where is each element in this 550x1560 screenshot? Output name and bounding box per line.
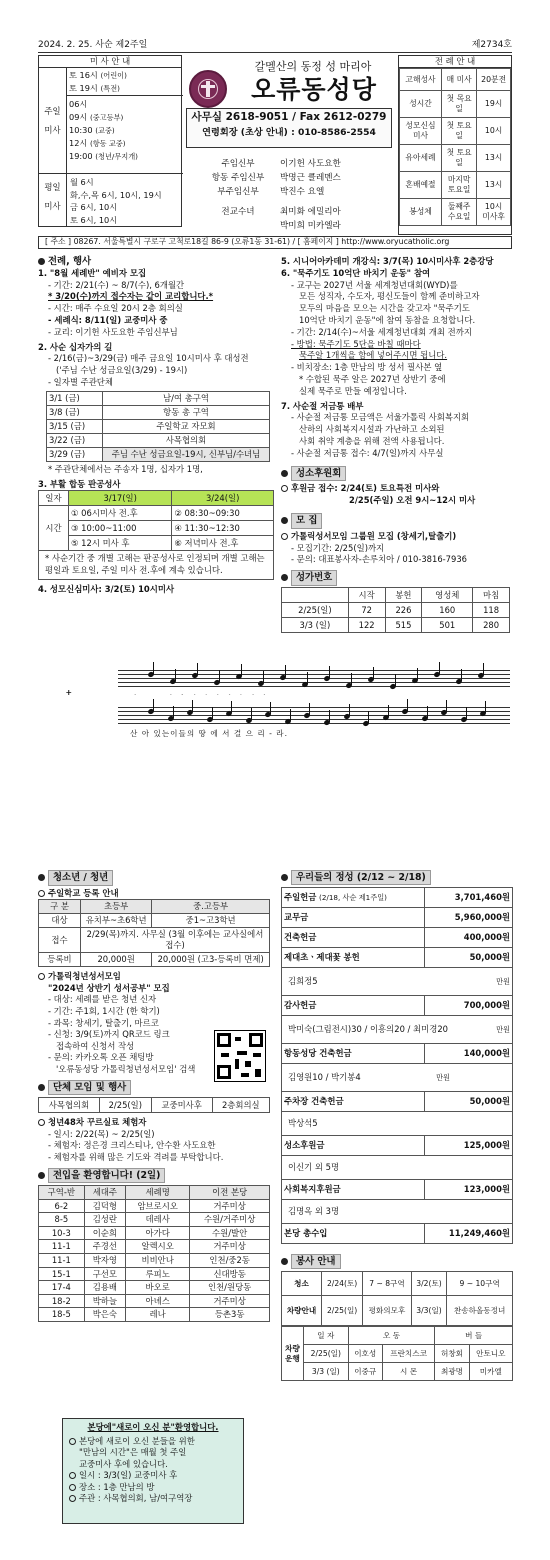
music-note-stem: [461, 669, 462, 681]
parish-logo: [189, 70, 227, 108]
driving-table: 차량운행 일 자 오 동 버 들 2/25(일) 이호성 프란치스코 허창회 안토니오 3/3 (일) 이중규 시 몬 최광명 미카엘: [281, 1326, 513, 1381]
item-confession: 3. 부활 합동 판공성사: [38, 478, 121, 489]
section-welcome: 전입을 환영합니다! (2일): [48, 1168, 165, 1184]
music-note-stem: [212, 707, 213, 719]
offerings-table: 주일헌금 (2/18, 사순 제1주일) 3,701,460원 교무금 5,960,000원 건축헌금 400,000원 제대초ㆍ제대꽃 봉헌 50,000원 김희정5 만원 감사헌금 700,000원 박미숙(그림전시)30 / 이흥의20 / 최미경20 만원 항동성당 건축헌금 140,000원 김영원10 / 박기봉4 만원 주차장 건축헌금 50,000원 박상석5 성소후원금 125,000원 이신기 외 5명 사회복지후원금 123,000원 김명옥 외 3명 본당 총수입 11,249,460원: [281, 887, 513, 1244]
music-note-stem: [388, 705, 389, 717]
rite-guide: 전 례 안 내 고해성사 매 미사 20분전 성시간 첫 목요일 19시 성모신심미사 첫 토요일 10시 유아세례 첫 토요일 13시 혼배예절 마지막 토요일 13시 봉성체 둘째주 수요일 10시 미사후: [398, 55, 512, 235]
youth-section: 청소년 / 청년 주일학교 등록 안내 구 분 초등부 중.고등부 대상 유치부~초6학년 중1~고3학년 접수 2/29(목)까지. 사무실 (3월 이후에는 교사실에서 접수) 등록비 20,000원 20,000원 (고3-등록비 면제) 가톨릭청년성서모임 "2024년 상반기 성서공부" 모집 - 대상: 세례를 받은 청년 신자 - 기간: 주1회, 1시간 (한 학기) - 과목: 창세기, 탈출기, 마르코 - 신청: 3/9(토)까지 QR코드 링크 접속하여 신청서 작성 - 문의: 카카오톡 오픈 채팅방 '오류동성당 가톨릭청년성서모임' 검색 단체 모임 및 행사 사목협의회 2/25(일) 교중미사후 2층회의실 청년48차 꾸르실료 체험자 - 일시: 2/22(목) ~ 2/25(일) - 체험자: 정은경 크리스티나, 안수환 사도요한 - 체험자를 위해 많은 기도와 격려를 부탁합니다. 전입을 환영합니다! (2일) 구역-반 세대주 세례명 이전 본당 6-2 김덕형 암브로시오 거주미상 8-5 김성란 데레사 수원/거주미상 10-3 이순희 아가다 수원/발안 11-1 주경선 알렉시오 거주미상 11-1 박자영 비비안나 인천/중2동 15-1 구선모 루피노 신대방동 17-4 김용배 바오로 인천/원당동 18-2 박하늘 아녜스 거주미상 18-5 박은숙 레나 등촌3동: [38, 870, 274, 1322]
item-lent-bank: 7. 사순절 저금통 배부: [281, 400, 364, 411]
issue-header: [38, 40, 512, 53]
music-note-stem: [368, 711, 369, 723]
sun-1030: 10:30 (교중): [69, 125, 115, 135]
sun-09: 09시 (중고등부): [69, 112, 124, 122]
clergy-list: 주임신부 이기헌 사도요한 항동 주임신부 박명근 클레멘스 부주임신부 박진수 요엘 전교수녀 최미화 에밀리아 박미희 미카엘라: [211, 159, 341, 231]
mass-schedule: 미 사 안 내 주일 미사 토 16시 (어린이) 토 19시 (특전) 06시 09시 (중고등부) 10:30 (교중) 12시 (항동 교중) 19:00 (청년/무지개) 평일 미사 월 6시 화,수,목 6시, 10시, 19시 금 6시, 10시 토 6시, 10시: [38, 55, 182, 227]
music-note-stem: [427, 706, 428, 718]
sun-12: 12시 (항동 교중): [69, 138, 126, 148]
item-marian-mass: 4. 성모신심미사: 3/2(토) 10시미사: [38, 583, 175, 594]
qr-code[interactable]: [214, 1030, 266, 1082]
service-table: 청소 2/24(토) 7 ~ 8구역 3/2(토) 9 ~ 10구역 차량안내 2/25(일) 평화의모후 3/3(일) 찬송하올동정녀: [281, 1271, 513, 1326]
item-baptism-class: 1. "8월 세례반" 예비자 모집: [38, 267, 147, 278]
section-service: 봉사 안내: [291, 1254, 341, 1269]
page-gap: [0, 695, 550, 858]
issue-number: 제2734호: [471, 40, 512, 50]
item-senior-academy: 5. 시니어아카데미 개강식: 3/7(목) 10시미사후 2층강당: [281, 256, 494, 266]
liturgy-events: 전례, 행사 1. "8월 세례반" 예비자 모집 - 기간: 2/21(수) ~ 8/7(수), 6개월간 * 3/20(수)까지 접수자는 같이 교리합니다.* - 시간: 매주 수요일 20시 2층 회의실 - 세례식: 8/11(일) 교중미사 중 - 교리: 이기헌 사도요한 주임신부님 2. 사순 십자가의 길 - 2/16(금)~3/29(금) 매주 금요일 10시미사 후 대성전 ('주님 수난 성금요일(3/29) - 19시) - 일자별 주관단체 3/1 (금) 남/여 총구역 3/8 (금) 항동 총 구역 3/15 (금) 주일학교 자모회 3/22 (금) 사목협의회 3/29 (금) 주님 수난 성금요일-19시, 신부님/수녀님 * 주관단체에서는 주송자 1명, 십자가 1명, 3. 부활 합동 판공성사 일자 3/17(일) 3/24(일) 시간 ① 06시미사 전.후 ② 08:30~09:30 ③ 10:00~11:00 ④ 11:30~12:30 ⑤ 12시 미사 후 ⑥ 저녁미사 전.후 * 사순기간 중 개별 고해는 판공성사로 인정되며 개별 고해는 평일과 토요일, 주일 미사 전.후에 계속 있습니다. 4. 성모신심미사: 3/2(토) 10시미사: [38, 256, 274, 596]
music-note-stem: [351, 673, 352, 685]
sat-19: 토 19시 (특전): [69, 83, 120, 93]
mass-label: 미사: [44, 125, 61, 136]
music-note-stem: [407, 699, 408, 711]
weekday-sat: 토 6시, 10시: [70, 214, 118, 225]
music-note-stem: [329, 666, 330, 678]
music-note-stem: [395, 674, 396, 686]
music-note-stem: [197, 663, 198, 675]
music-staff-1: [118, 670, 510, 696]
bulletin-page-2: [0, 858, 550, 1560]
hymn-table: 시작 봉헌 영성체 마침 2/25(일) 72 226 160 118 3/3 (일) 122 515 501 280: [281, 587, 510, 633]
music-note-stem: [263, 671, 264, 683]
group-meeting-table: 사목협의회 2/25(일) 교중미사후 2층회의실: [38, 1097, 270, 1113]
lyric-line-2: 산 아 있는이들의 땅 에 서 걸 으 리 - 라.: [130, 729, 288, 738]
music-note-stem: [329, 710, 330, 722]
music-note-stem: [153, 699, 154, 711]
music-note-stem: [175, 669, 176, 681]
music-note-stem: [173, 706, 174, 718]
section-youth: 청소년 / 청년: [48, 870, 113, 886]
section-offerings: 우리들의 정성 (2/12 ~ 2/18): [291, 870, 431, 885]
section-liturgy-events: 전례, 행사: [48, 256, 92, 267]
weekday-fri: 금 6시, 10시: [70, 202, 118, 212]
parish-motto: 갈멜산의 동정 성 마리아: [254, 60, 372, 73]
music-note-stem: [192, 700, 193, 712]
music-note-stem: [483, 663, 484, 675]
item-rosary: 6. "묵주기도 10억단 바치기 운동" 참여: [281, 267, 431, 278]
weekday-mon: 월 6시: [70, 177, 94, 187]
music-note-stem: [285, 665, 286, 677]
parish-contact-box: [186, 108, 392, 148]
welcome-notice-box: 본당에"새로이 오신 분"환영합니다. 본당에 새로이 오신 분들을 위한 "만남의 시간"은 매월 첫 주일 교중미사 후에 있습니다. 일시 : 3/3(일) 교중미사 후 장소 : 1층 만남의 방 주관 : 사목협의회, 남/여구역장: [62, 1418, 244, 1524]
music-note-stem: [439, 662, 440, 674]
sun-19: 19:00 (청년/무지개): [69, 151, 138, 161]
issue-date: 2024. 2. 25. 사순 제2주일: [38, 40, 148, 50]
weekday-tue: 화,수,목 6시, 10시, 19시: [70, 189, 162, 200]
funeral-contact: 연령회장 (초상 안내) : 010-8586-2554: [202, 126, 376, 138]
music-note-stem: [219, 670, 220, 682]
address-bar: [ 주소 ] 08267. 서울특별시 구로구 고척로18길 86-9 (오류1동 31-61) / [ 홈페이지 ] http://www.oryucatholic.org: [38, 236, 512, 249]
music-note-stem: [485, 701, 486, 713]
music-note-stem: [251, 708, 252, 720]
sun-06: 06시: [69, 99, 88, 109]
music-note-stem: [417, 668, 418, 680]
section-vocation: 성소후원회: [291, 466, 346, 482]
music-note-stem: [446, 700, 447, 712]
music-note-stem: [241, 664, 242, 676]
music-note-stem: [231, 701, 232, 713]
section-groups: 단체 모임 및 행사: [48, 1080, 131, 1096]
music-note-stem: [307, 672, 308, 684]
music-note-stem: [290, 709, 291, 721]
confession-note: * 사순기간 중 개별 고해는 판공성사로 인정되며 개별 고해는 평일과 토요일, 주일 미사 전.후에 계속 있습니다.: [38, 551, 274, 580]
music-note-stem: [373, 667, 374, 679]
sunday-school-table: 구 분 초등부 중.고등부 대상 유치부~초6학년 중1~고3학년 접수 2/29(목)까지. 사무실 (3월 이후에는 교사실에서 접수) 등록비 20,000원 20,000원 (고3-등록비 면제): [38, 899, 270, 967]
section-recruit: 모 집: [291, 513, 322, 529]
music-note-stem: [349, 704, 350, 716]
weekday-label: 평일: [44, 182, 61, 192]
music-note-stem: [309, 703, 310, 715]
music-note-stem: [153, 662, 154, 674]
sunday-label: 주일: [44, 106, 61, 116]
music-note-stem: [270, 702, 271, 714]
rite-guide-title: 전 례 안 내: [399, 56, 511, 68]
sat-16: 토 16시 (어린이): [69, 70, 127, 80]
notices-right: 5. 시니어아카데미 개강식: 3/7(목) 10시미사후 2층강당 6. "묵주기도 10억단 바치기 운동" 참여 - 교구는 2027년 서울 세계청년대회(WYD)를 모든 성직자, 수도자, 평신도들이 함께 준비하고자 모두의 마음을 모으는 시간을 갖고자 "묵주기도 10억단 바치기 운동"에 참여 동참을 요청합니다. - 기간: 2/14(수)~서울 세계청년대회 개최 전까지 - 방법: 묵주기도 5단을 바칠 때마다 묵주알 1개씩을 함에 넣어주시면 됩니다. - 비치장소: 1층 만남의 방 성서 필사본 옆 * 수합된 묵주 알은 2027년 상반기 중에 실제 묵주로 만들 예정입니다. 7. 사순절 저금통 배부 - 사순절 저금통 모금액은 서울가톨릭 사회복지회 산하의 사회복지시설과 가난하고 소외된 사회 취약 계층을 위해 전액 사용됩니다. - 사순절 저금통 접수: 4/7(일)까지 사무실 성소후원회 후원금 접수: 2/24(토) 토요특전 미사와 2/25(주일) 오전 9시~12시 미사 모 집 가톨릭성서모임 그룹원 모집 (창세기,탈출기) - 모집기간: 2/25(일)까지 - 문의: 대표봉사자-손루치아 / 010-3816-7936 성가번호 시작 봉헌 영성체 마침 2/25(일) 72 226 160 118 3/3 (일) 122 515 501 280: [281, 256, 517, 633]
music-note-stem: [466, 707, 467, 719]
way-of-cross-table: 3/1 (금) 남/여 총구역 3/8 (금) 항동 총 구역 3/15 (금) 주일학교 자모회 3/22 (금) 사목협의회 3/29 (금) 주님 수난 성금요일-19시, 신부님/수녀님: [46, 391, 270, 462]
parish-name: 오류동성당: [251, 75, 377, 104]
section-hymn: 성가번호: [291, 570, 337, 586]
office-phone: 사무실 2618-9051 / Fax 2612-0279: [191, 111, 387, 123]
mass-schedule-title: 미 사 안 내: [39, 56, 181, 68]
offerings-section: [281, 870, 513, 1381]
confession-table: 일자 3/17(일) 3/24(일) 시간 ① 06시미사 전.후 ② 08:30~09:30 ③ 10:00~11:00 ④ 11:30~12:30 ⑤ 12시 미사 후 ⑥ 저녁미사 전.후: [38, 490, 274, 551]
bulletin-page-1: [0, 0, 550, 695]
newcomers-table: 구역-반 세대주 세례명 이전 본당 6-2 김덕형 암브로시오 거주미상 8-5 김성란 데레사 수원/거주미상 10-3 이순희 아가다 수원/발안 11-1 주경선 알렉시오 거주미상 11-1 박자영 비비안나 인천/중2동 15-1 구선모 루피노 신대방동 17-4 김용배 바오로 인천/원당동 18-2 박하늘 아녜스 거주미상 18-5 박은숙 레나 등촌3동: [38, 1185, 270, 1322]
item-way-of-cross: 2. 사순 십자가의 길: [38, 341, 113, 352]
